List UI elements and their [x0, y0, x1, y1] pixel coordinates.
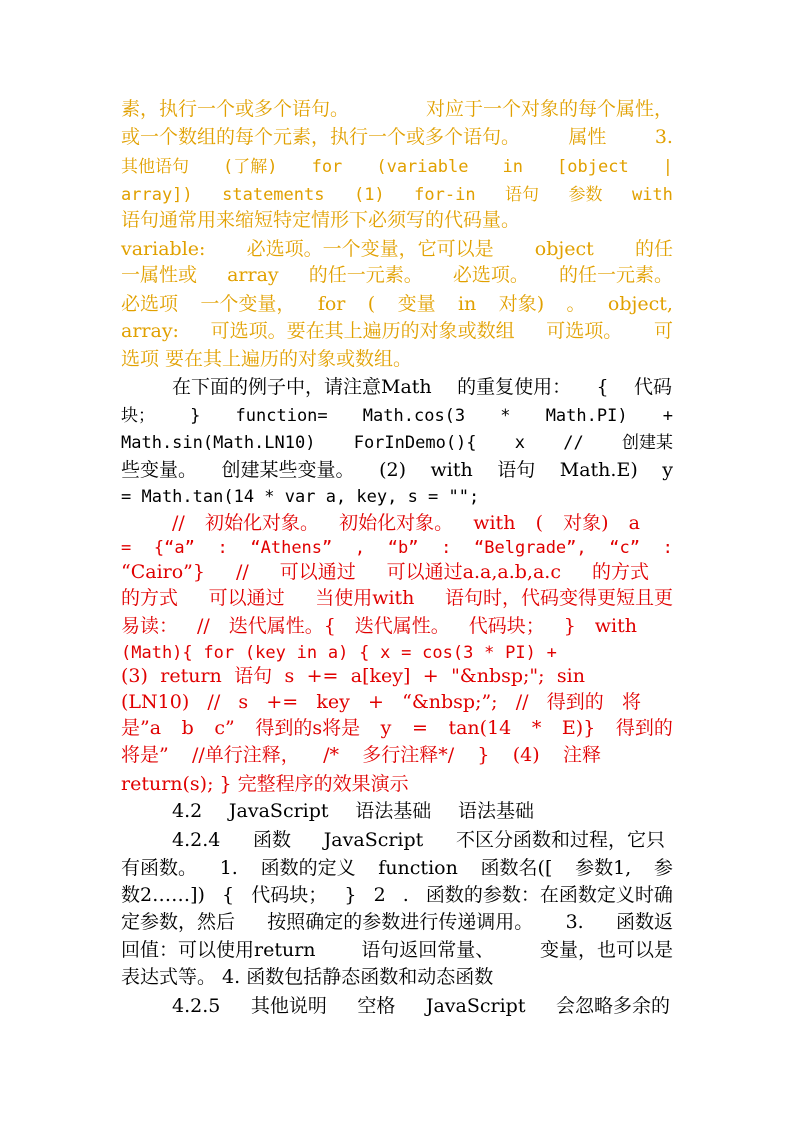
word: 或一个数组的每个元素，执行一个或多个语句。: [121, 126, 521, 148]
word: (2): [379, 459, 406, 481]
word: 变量: [397, 293, 436, 315]
text-line-23: [121, 689, 641, 715]
word: a): [327, 643, 349, 663]
word: +: [422, 665, 439, 687]
word: y: [380, 717, 392, 739]
word: a[key]: [350, 665, 411, 687]
word: 迭代属性。: [354, 615, 450, 637]
word: :: [441, 538, 452, 558]
word: //单行注释，: [191, 744, 300, 766]
word: [object: [557, 157, 629, 177]
word: for-in: [414, 185, 476, 205]
word: :: [217, 538, 228, 558]
word: array:: [121, 320, 179, 342]
word: 对应于一个对象的每个属性，: [425, 98, 673, 120]
word: +: [662, 406, 673, 426]
word: 对象): [498, 293, 545, 315]
word: (variable: [376, 157, 469, 177]
word: 函数返: [615, 911, 673, 933]
word: (3): [121, 665, 148, 687]
word: 些变量。: [121, 459, 198, 481]
word: object,: [607, 293, 673, 315]
word: JavaScript: [425, 995, 526, 1017]
word: array]): [121, 185, 193, 205]
text-line-18: [121, 559, 649, 585]
word: 多行注释*/: [362, 744, 455, 766]
word: 将: [621, 691, 641, 713]
word: 3.: [565, 911, 584, 933]
word: 在下面的例子中，请注意Math: [172, 376, 432, 398]
word: cos(3: [422, 643, 474, 663]
word: 的方式: [591, 561, 649, 583]
word: |: [662, 157, 673, 177]
word: 代码块；: [251, 884, 328, 906]
word: 可选项。要在其上遍历的对象或数组: [210, 320, 515, 342]
word: with: [430, 459, 473, 481]
text-line-29: [121, 855, 673, 881]
text-line-11: [172, 374, 672, 400]
word: ForInDemo(){: [353, 433, 477, 453]
word: 代码块；: [468, 615, 545, 637]
word: “b”: [387, 538, 419, 558]
word: {: [359, 643, 370, 663]
word: //: [196, 615, 210, 637]
word: 是”a: [121, 717, 162, 739]
word: object: [534, 238, 594, 260]
word: key: [316, 691, 350, 713]
word: array: [227, 264, 279, 286]
word: 变量，也可以是: [539, 939, 673, 961]
text-line-19: [121, 585, 673, 611]
word: 1.: [219, 857, 238, 879]
word: //: [563, 433, 584, 453]
word: 属性: [568, 126, 607, 148]
word: 一属性或: [121, 264, 198, 286]
text-line-6: [121, 236, 673, 262]
word: s: [238, 691, 249, 713]
word: 按照确定的参数进行传递调用。: [267, 911, 534, 933]
word: Math.sin(Math.LN10): [121, 433, 316, 453]
word: /*: [323, 744, 339, 766]
word: 参: [653, 857, 673, 879]
text-line-4: [121, 182, 673, 208]
word: 必选项。: [452, 264, 529, 286]
word: a: [628, 512, 640, 534]
word: 对象): [563, 512, 609, 534]
word: 4.2.4: [172, 829, 221, 851]
word: //: [172, 512, 185, 534]
word: function=: [235, 406, 328, 426]
word: {: [596, 376, 609, 398]
word: 可以通过a.a,a.b,a.c: [386, 561, 561, 583]
word: “Athens”: [250, 538, 333, 558]
word: c”: [214, 717, 235, 739]
word: 参数1,: [575, 857, 632, 879]
word: “&nbsp;”;: [402, 691, 498, 713]
word: with: [594, 615, 637, 637]
text-line-5: 语句通常用来缩短特定情形下必须写的代码量。: [121, 209, 521, 231]
word: "&nbsp;";: [451, 665, 545, 687]
word: 创建某: [621, 433, 673, 453]
word: in: [457, 293, 477, 315]
word: //: [207, 691, 221, 713]
word: 素，执行一个或多个语句。: [121, 98, 350, 120]
text-line-3: [121, 154, 673, 180]
text-line-22: [121, 663, 585, 689]
word: (1): [353, 185, 385, 205]
word: 函数的参数：在函数定义时确: [425, 884, 673, 906]
word: 4.2: [172, 800, 203, 822]
word: :: [662, 538, 673, 558]
word: (key: [244, 643, 286, 663]
text-line-2: [121, 124, 673, 150]
word: *: [484, 643, 495, 663]
text-line-13: [121, 430, 673, 456]
word: 会忽略多余的: [555, 995, 670, 1017]
word: //: [515, 691, 529, 713]
word: (: [367, 293, 376, 315]
word: y: [662, 459, 673, 481]
word: (LN10): [121, 691, 190, 713]
text-line-28: [172, 827, 665, 853]
word: tan(14: [448, 717, 512, 739]
word: 易读：: [121, 615, 179, 637]
word: 语句: [497, 459, 536, 481]
text-line-9: [121, 318, 673, 344]
word: 得到的: [546, 691, 604, 713]
word: 的任一元素。: [558, 264, 673, 286]
word: }: [344, 884, 357, 906]
word: function: [378, 857, 458, 879]
word: in: [296, 643, 318, 663]
word: 代码: [633, 376, 672, 398]
word: 回值：可以使用return: [121, 939, 316, 961]
word: 有函数。: [121, 857, 198, 879]
word: ,: [354, 538, 366, 558]
word: 数2……]): [121, 884, 205, 906]
word: +=: [266, 691, 299, 713]
word: 可以通过: [279, 561, 356, 583]
word: 一个变量，: [200, 293, 296, 315]
word: JavaScript: [228, 800, 329, 822]
word: 将是”: [121, 744, 169, 766]
word: +=: [306, 665, 339, 687]
word: in: [502, 157, 523, 177]
word: for: [203, 643, 235, 663]
word: //: [235, 561, 249, 583]
word: 函数: [253, 829, 292, 851]
word: JavaScript: [323, 829, 424, 851]
text-line-14: [121, 457, 673, 483]
word: +: [368, 691, 384, 713]
word: 定参数，然后: [121, 911, 236, 933]
text-line-31: [121, 909, 673, 935]
text-line-33: 表达式等。 4. 函数包括静态函数和动态函数: [121, 966, 494, 988]
word: 可选项。: [546, 320, 623, 342]
word: 可以通过: [208, 587, 285, 609]
word: {: [222, 884, 235, 906]
word: “c”: [609, 538, 640, 558]
word: b: [181, 717, 194, 739]
text-line-7: [121, 262, 673, 288]
word: with: [473, 512, 516, 534]
text-line-15: = Math.tan(14 * var a, key, s = "";: [121, 487, 480, 507]
word: 可: [653, 320, 673, 342]
word: Math.PI): [545, 406, 628, 426]
text-line-1: [121, 96, 673, 122]
word: 语法基础: [355, 800, 432, 822]
word: 4.2.5: [172, 995, 221, 1017]
word: 语句: [234, 665, 273, 687]
word: 其他语句: [121, 157, 189, 177]
text-line-27: [172, 798, 534, 824]
word: Math.cos(3: [362, 406, 466, 426]
word: *: [531, 717, 542, 739]
word: “Belgrade”,: [474, 538, 587, 558]
word: return: [160, 665, 222, 687]
word: 。: [566, 293, 586, 315]
word: 必选项。一个变量，它可以是: [246, 238, 494, 260]
word: for: [311, 157, 343, 177]
word: =: [411, 717, 428, 739]
word: 创建某些变量。: [221, 459, 355, 481]
word: 的任: [634, 238, 673, 260]
word: 得到的s将是: [255, 717, 361, 739]
text-line-12: [121, 403, 673, 429]
word: 不区分函数和过程，它只: [455, 829, 665, 851]
word: }: [190, 406, 201, 426]
word: 语法基础: [457, 800, 534, 822]
word: 语句时，代码变得更短且更: [444, 587, 673, 609]
word: x: [380, 643, 391, 663]
text-line-30: [121, 882, 673, 908]
word: x: [514, 433, 526, 453]
word: 的重复使用：: [457, 376, 572, 398]
word: “Cairo”}: [121, 561, 205, 583]
text-line-16: [172, 510, 640, 536]
word: 空格: [357, 995, 396, 1017]
word: with: [631, 185, 673, 205]
word: 3.: [654, 126, 673, 148]
word: =: [401, 643, 412, 663]
word: 注释: [562, 744, 601, 766]
word: 语句: [505, 185, 540, 205]
word: E)}: [561, 717, 596, 739]
word: 初始化对象。: [204, 512, 319, 534]
word: {“a”: [153, 538, 195, 558]
text-line-25: [121, 742, 601, 768]
word: 参数: [568, 185, 603, 205]
word: 的任一元素。: [308, 264, 423, 286]
word: }: [477, 744, 490, 766]
word: +: [546, 643, 557, 663]
word: 得到的: [615, 717, 673, 739]
word: =: [121, 538, 132, 558]
word: 必选项: [121, 293, 179, 315]
word: 其他说明: [250, 995, 327, 1017]
word: variable:: [121, 238, 206, 260]
word: 当使用with: [315, 587, 415, 609]
word: (4): [512, 744, 540, 766]
word: *: [500, 406, 511, 426]
word: (了解): [223, 157, 278, 177]
word: .: [402, 884, 409, 906]
word: 初始化对象。: [339, 512, 454, 534]
text-line-26: return(s); } 完整程序的效果演示: [121, 773, 409, 795]
word: PI): [505, 643, 536, 663]
word: 2: [373, 884, 386, 906]
word: sin: [556, 665, 585, 687]
word: 的方式: [121, 587, 179, 609]
text-line-17: [121, 535, 673, 561]
text-line-24: [121, 715, 673, 741]
word: for: [317, 293, 346, 315]
word: 迭代属性。{: [228, 615, 336, 637]
word: (Math){: [121, 643, 193, 663]
text-line-10: 选项 要在其上遍历的对象或数组。: [121, 348, 413, 370]
text-line-20: [121, 613, 637, 639]
word: 函数名([: [480, 857, 553, 879]
text-line-32: [121, 937, 673, 963]
word: }: [563, 615, 576, 637]
word: statements: [222, 185, 325, 205]
text-line-8: [121, 291, 673, 317]
word: Math.E): [559, 459, 638, 481]
word: 函数的定义: [260, 857, 356, 879]
text-line-34: [172, 993, 670, 1019]
word: (: [535, 512, 543, 534]
word: 语句返回常量、: [361, 939, 495, 961]
word: s: [284, 665, 295, 687]
word: 块；: [121, 406, 155, 426]
